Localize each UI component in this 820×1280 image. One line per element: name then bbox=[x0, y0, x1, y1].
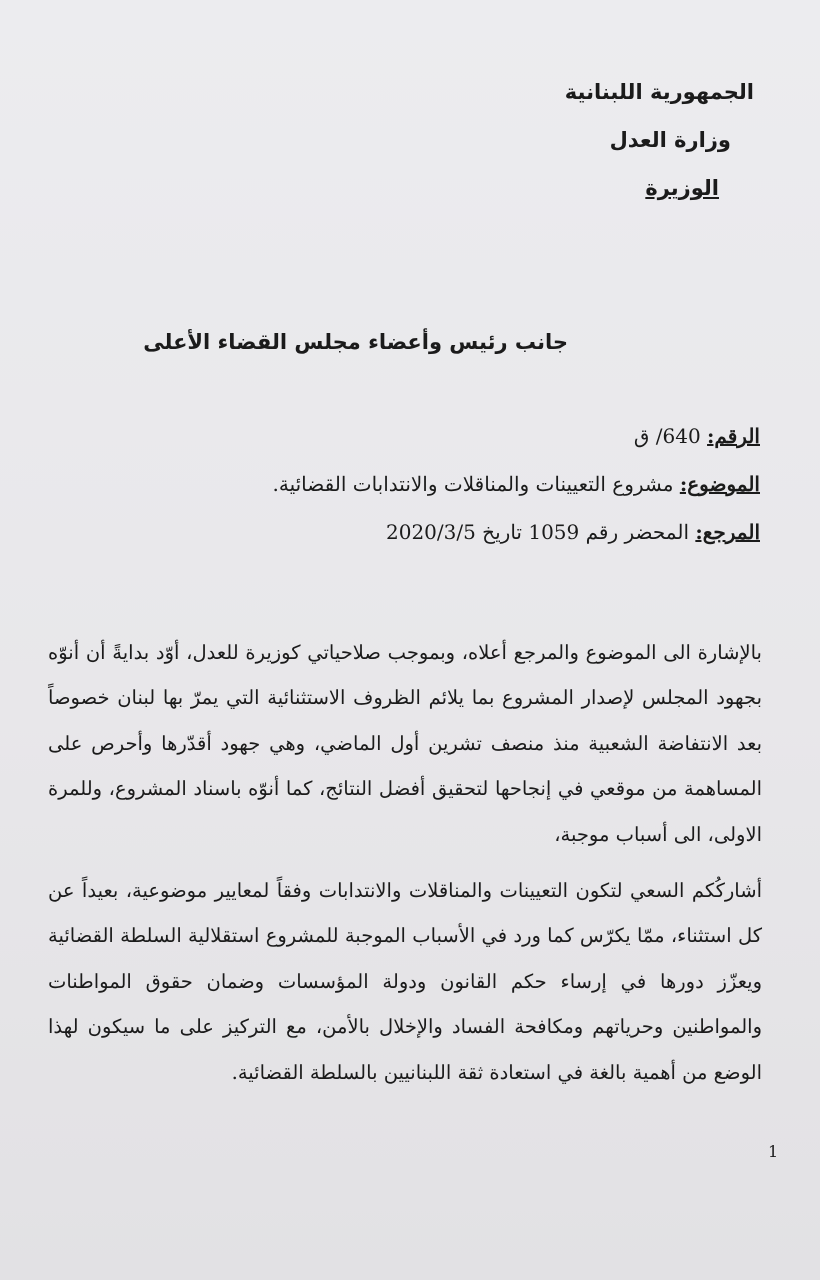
body-paragraph-1: بالإشارة الى الموضوع والمرجع أعلاه، وبموجب صلاحياتي كوزيرة للعدل، أوّد بدايةً أن أنوّه بجهود المجلس لإصدار المشروع بما يلائم الظروف الاستثنائية التي يمرّ بها لبنان خصوصاً بعد الانتفاضة الشعبية منذ منصف تشرين أول الماضي، وهي جهود أقدّرها وأحرص على المساهمة من موقعي في إنجاحها لتحقيق أفضل النتائج، كما أنوّه باسناد المشروع، وللمرة الاولى، الى أسباب موجبة، bbox=[48, 640, 762, 846]
page-number: 1 bbox=[768, 1142, 779, 1161]
body-paragraph-2: أشاركُكم السعي لتكون التعيينات والمناقلات والانتدابات وفقاً لمعايير موضوعية، بعيداً عن كل استثناء، ممّا يكرّس كما ورد في الأسباب الموجبة للمشروع استقلالية السلطة القضائية ويعزّز دورها في إرساء حكم القانون ودولة المؤسسات وضمان حقوق المواطنات والمواطنين وحرياتهم ومكافحة الفساد والإخلال بالأمن، مع التركيز على ما سيكون لهذا الوضع من أهمية بالغة في استعادة ثقة اللبنانيين بالسلطة القضائية. bbox=[48, 878, 762, 1084]
reference-line bbox=[386, 520, 760, 544]
letterhead-country: الجمهورية اللبنانية bbox=[564, 80, 754, 104]
letterhead-minister: الوزيرة bbox=[645, 176, 719, 200]
number-value: 640/ ق bbox=[633, 424, 701, 448]
recipient-line: جانب رئيس وأعضاء مجلس القضاء الأعلى bbox=[143, 330, 568, 354]
number-label: الرقم: bbox=[707, 424, 760, 448]
subject-line bbox=[273, 472, 761, 496]
reference-value: المحضر رقم 1059 تاريخ 2020/3/5 bbox=[386, 520, 689, 544]
letterhead-ministry: وزارة العدل bbox=[609, 128, 731, 152]
subject-label: الموضوع: bbox=[679, 472, 760, 496]
reference-label: المرجع: bbox=[695, 520, 760, 544]
reference-number bbox=[634, 424, 760, 448]
subject-value: مشروع التعيينات والمناقلات والانتدابات القضائية. bbox=[272, 472, 674, 496]
